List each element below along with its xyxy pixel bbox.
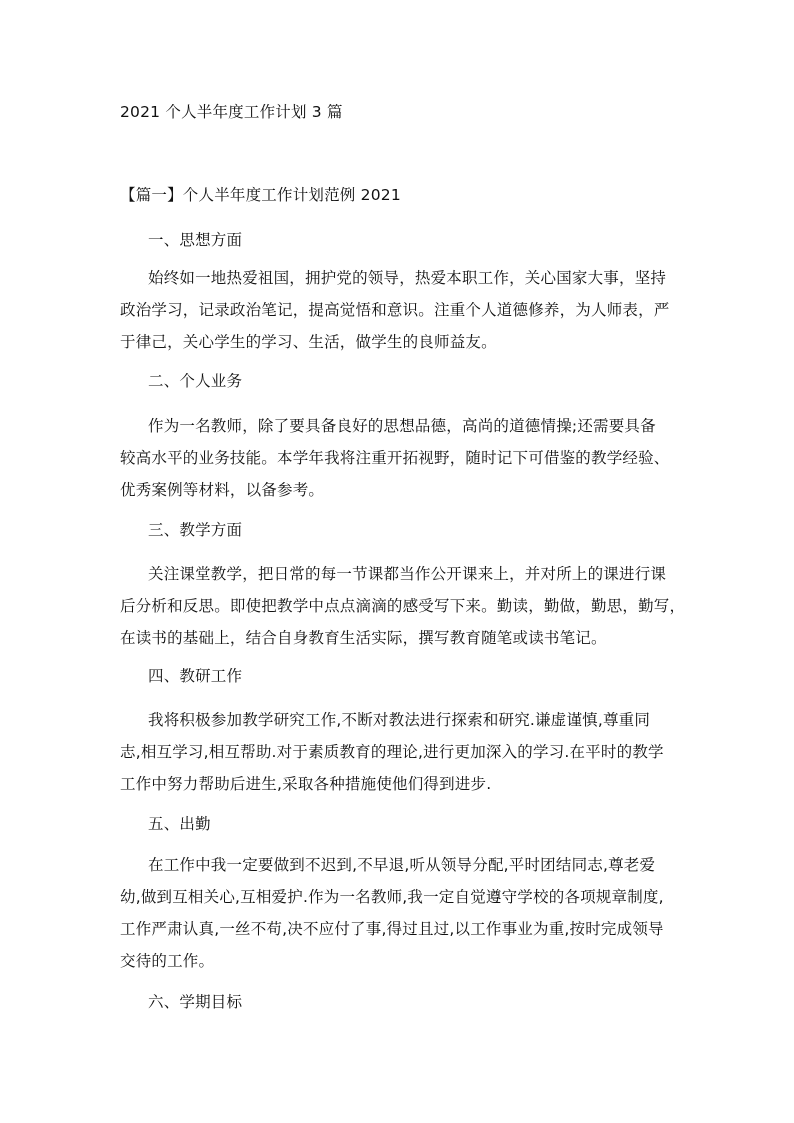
paragraph-line: 工作严肃认真,一丝不苟,决不应付了事,得过且过,以工作事业为重,按时完成领导 xyxy=(120,920,664,938)
paragraph-line: 交待的工作。 xyxy=(120,952,215,970)
paragraph-line: 较高水平的业务技能。本学年我将注重开拓视野，随时记下可借鉴的教学经验、 xyxy=(120,449,670,467)
section-title: 【篇一】个人半年度工作计划范例 2021 xyxy=(120,186,401,204)
document-title: 2021 个人半年度工作计划 3 篇 xyxy=(120,103,343,121)
paragraph-line: 志,相互学习,相互帮助.对于素质教育的理论,进行更加深入的学习.在平时的教学 xyxy=(120,743,664,761)
paragraph-line: 在读书的基础上，结合自身教育生活实际，撰写教育随笔或读书笔记。 xyxy=(120,629,607,647)
paragraph-line: 后分析和反思。即使把教学中点点滴滴的感受写下来。勤读，勤做，勤思，勤写， xyxy=(120,597,686,615)
heading-semester-goals: 六、学期目标 xyxy=(148,993,243,1011)
heading-teaching: 三、教学方面 xyxy=(148,521,243,539)
paragraph-line: 在工作中我一定要做到不迟到,不早退,听从领导分配,平时团结同志,尊老爱 xyxy=(148,856,656,874)
paragraph-line: 优秀案例等材料，以备参考。 xyxy=(120,481,325,499)
paragraph-line: 于律己，关心学生的学习、生活，做学生的良师益友。 xyxy=(120,333,497,351)
heading-research: 四、教研工作 xyxy=(148,667,243,685)
heading-attendance: 五、出勤 xyxy=(148,815,211,833)
paragraph-line: 作为一名教师，除了要具备良好的思想品德，高尚的道德情操;还需要具备 xyxy=(148,417,656,435)
paragraph-line: 关注课堂教学，把日常的每一节课都当作公开课来上，并对所上的课进行课 xyxy=(148,565,667,583)
heading-business: 二、个人业务 xyxy=(148,372,243,390)
paragraph-line: 始终如一地热爱祖国，拥护党的领导，热爱本职工作，关心国家大事，坚持 xyxy=(148,269,667,287)
paragraph-line: 我将积极参加教学研究工作,不断对教法进行探索和研究.谦虚谨慎,尊重同 xyxy=(148,711,651,729)
paragraph-line: 幼,做到互相关心,互相爱护.作为一名教师,我一定自觉遵守学校的各项规章制度, xyxy=(120,888,664,906)
paragraph-line: 工作中努力帮助后进生,采取各种措施使他们得到进步. xyxy=(120,775,492,793)
paragraph-line: 政治学习，记录政治笔记，提高觉悟和意识。注重个人道德修养，为人师表，严 xyxy=(120,301,670,319)
heading-thought: 一、思想方面 xyxy=(148,231,243,249)
